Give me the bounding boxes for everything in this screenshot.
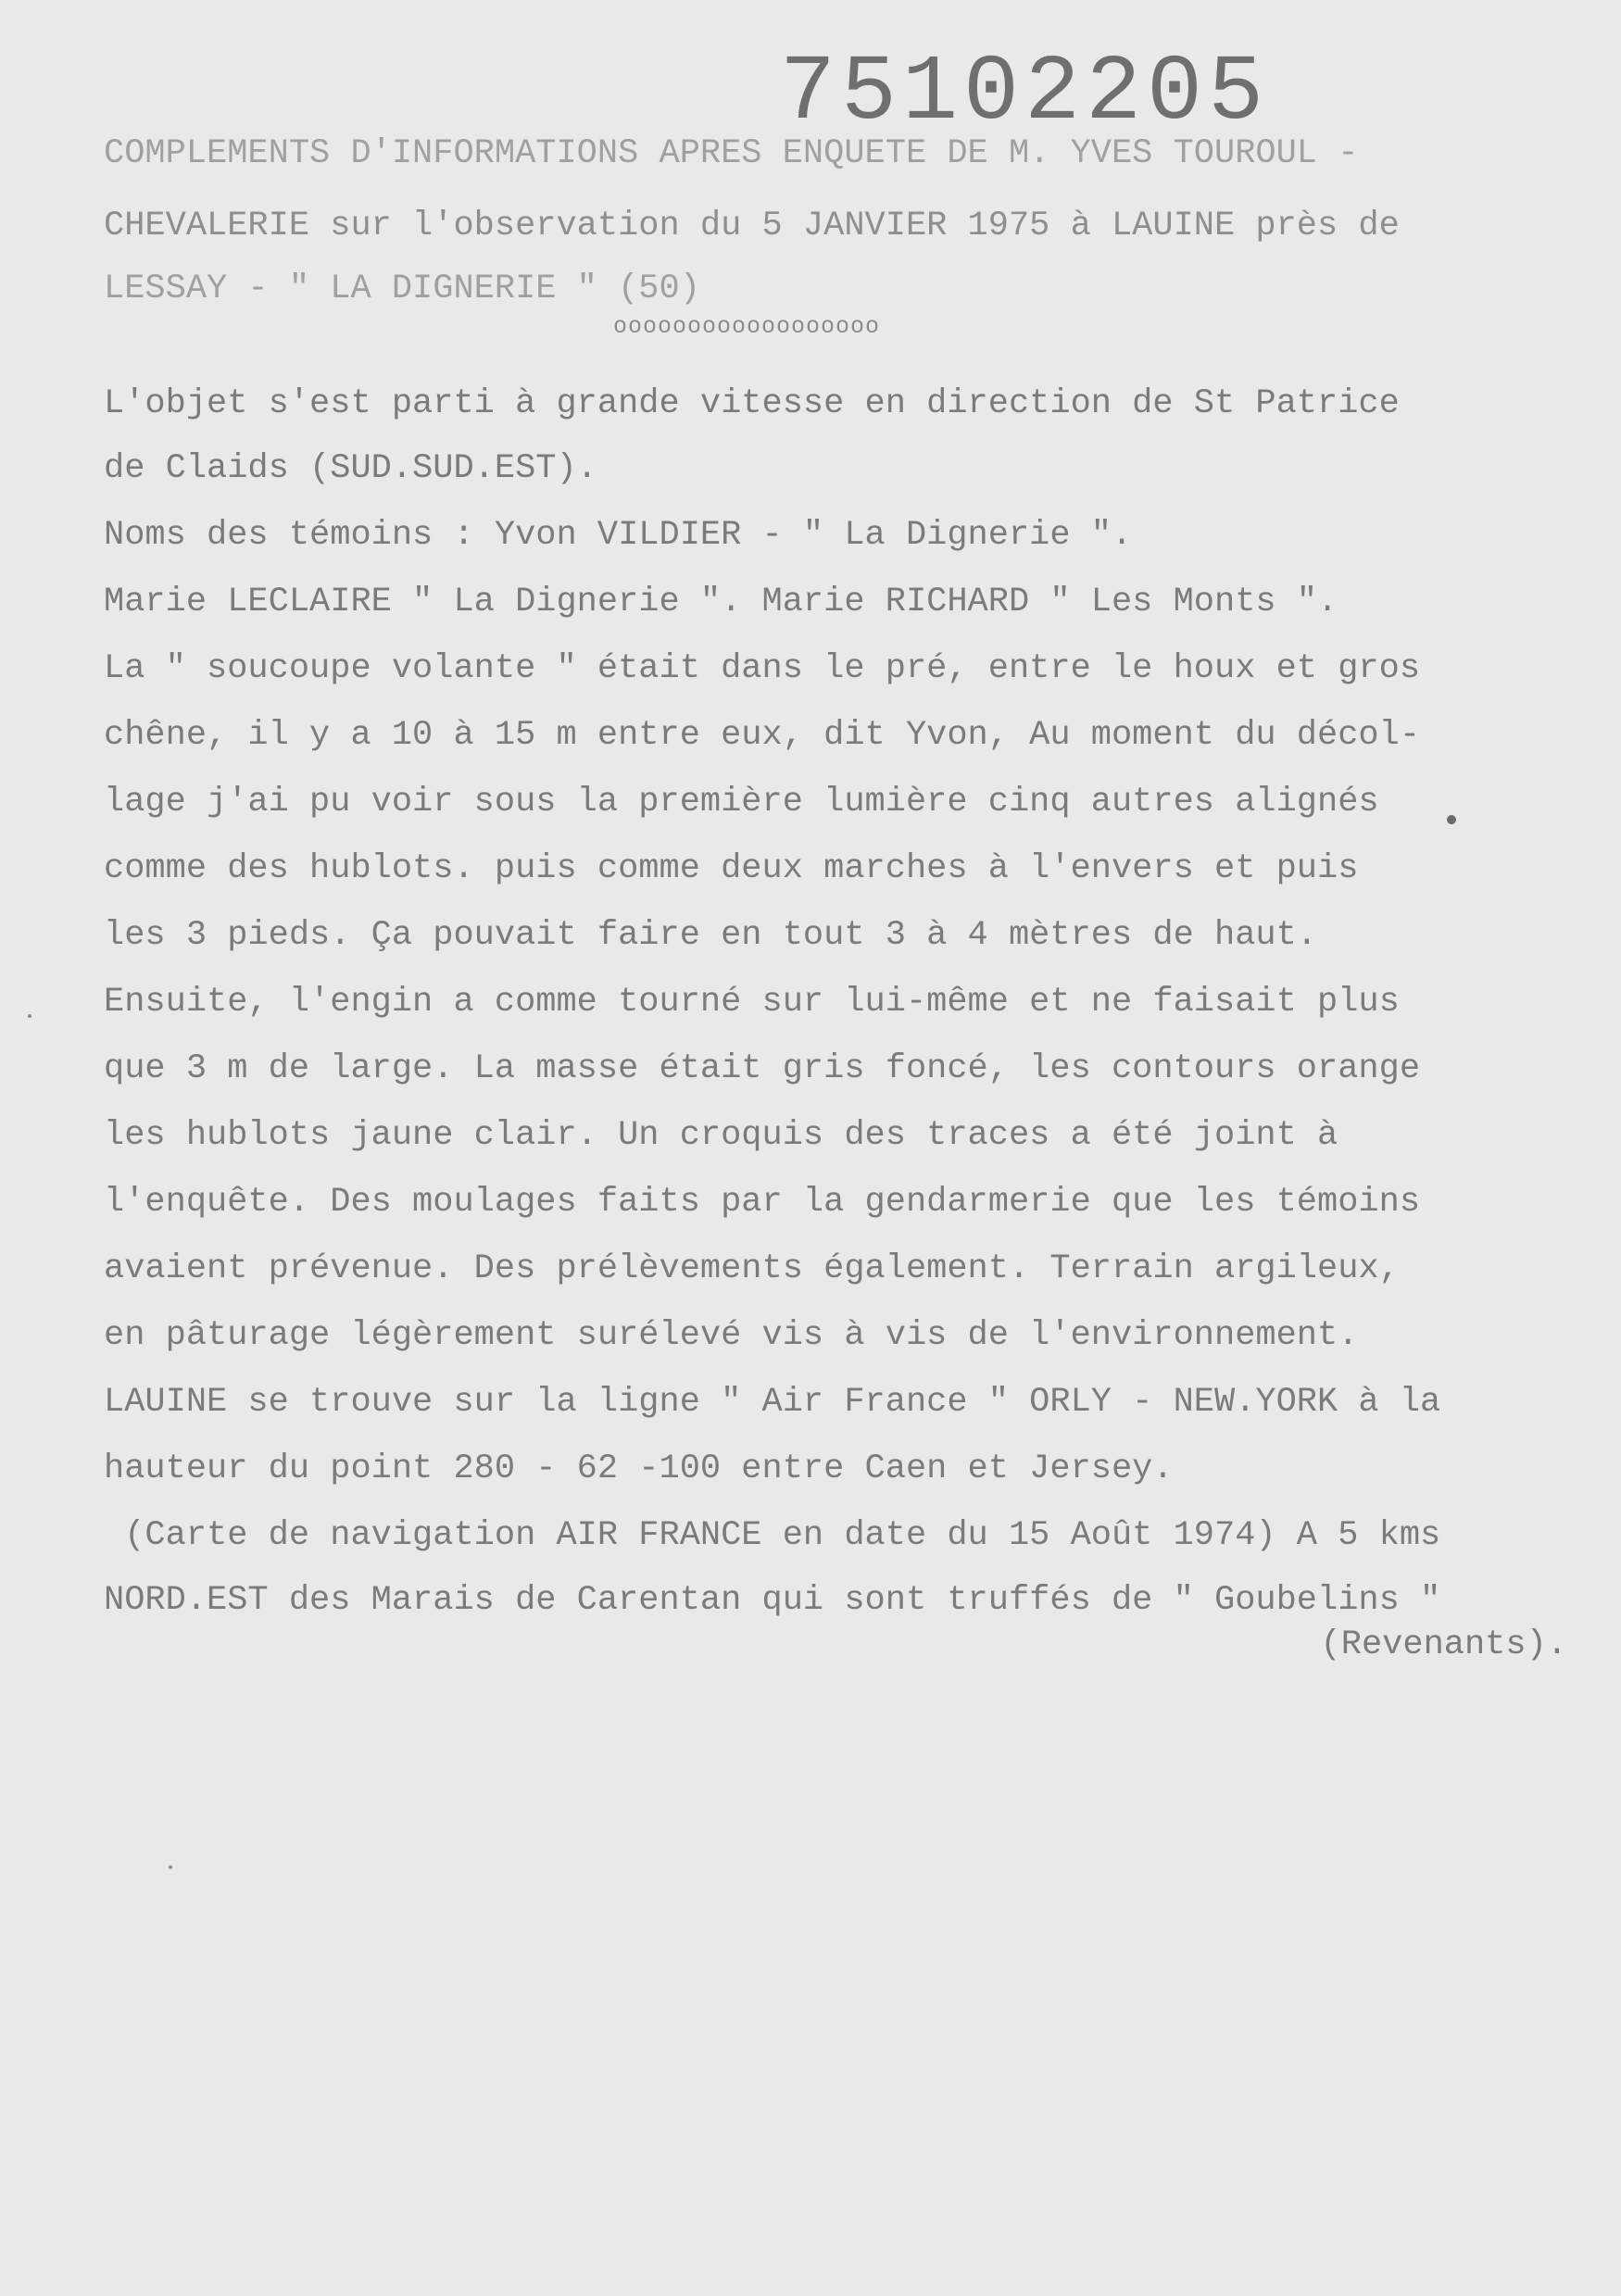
closing-line: (Revenants). xyxy=(1320,1625,1567,1664)
body-line-14: avaient prévenue. Des prélèvements également. Terrain argileux, xyxy=(104,1249,1400,1288)
body-line-10: Ensuite, l'engin a comme tourné sur lui-même et ne faisait plus xyxy=(104,983,1400,1022)
scan-speck xyxy=(1447,815,1456,824)
body-line-1: L'objet s'est parti à grande vitesse en direction de St Patrice xyxy=(104,384,1400,423)
body-line-7: lage j'ai pu voir sous la première lumière cinq autres alignés xyxy=(104,783,1379,822)
body-line-19: NORD.EST des Marais de Carentan qui sont truffés de " Goubelins " xyxy=(104,1581,1441,1620)
body-line-16: LAUINE se trouve sur la ligne " Air France " ORLY - NEW.YORK à la xyxy=(104,1383,1441,1422)
heading-line-2: CHEVALERIE sur l'observation du 5 JANVIER 1975 à LAUINE près de xyxy=(104,207,1400,245)
body-line-13: l'enquête. Des moulages faits par la gendarmerie que les témoins xyxy=(104,1183,1421,1222)
body-line-15: en pâturage légèrement surélevé vis à vis de l'environnement. xyxy=(104,1316,1359,1355)
heading-line-3: LESSAY - " LA DIGNERIE " (50) xyxy=(104,270,700,308)
body-line-18: (Carte de navigation AIR FRANCE en date du 15 Août 1974) A 5 kms xyxy=(104,1516,1441,1555)
body-line-17: hauteur du point 280 - 62 -100 entre Caen et Jersey. xyxy=(104,1449,1174,1488)
body-line-8: comme des hublots. puis comme deux marches à l'envers et puis xyxy=(104,849,1359,888)
body-line-2: de Claids (SUD.SUD.EST). xyxy=(104,449,597,488)
heading-separator: oooooooooooooooooo xyxy=(613,313,881,340)
body-line-3: Noms des témoins : Yvon VILDIER - " La Dignerie ". xyxy=(104,516,1133,555)
body-line-4: Marie LECLAIRE " La Dignerie ". Marie RICHARD " Les Monts ". xyxy=(104,583,1338,621)
stamp-number: 75102205 xyxy=(780,42,1270,146)
scan-speck xyxy=(28,1014,31,1018)
heading-line-1: COMPLEMENTS D'INFORMATIONS APRES ENQUETE DE M. YVES TOUROUL - xyxy=(104,134,1359,173)
body-line-9: les 3 pieds. Ça pouvait faire en tout 3 à 4 mètres de haut. xyxy=(104,916,1318,955)
body-line-6: chêne, il y a 10 à 15 m entre eux, dit Yvon, Au moment du décol- xyxy=(104,716,1421,755)
body-line-11: que 3 m de large. La masse était gris foncé, les contours orange xyxy=(104,1049,1421,1088)
body-line-5: La " soucoupe volante " était dans le pré, entre le houx et gros xyxy=(104,649,1421,688)
body-line-12: les hublots jaune clair. Un croquis des traces a été joint à xyxy=(104,1116,1338,1155)
scan-speck xyxy=(169,1865,172,1869)
